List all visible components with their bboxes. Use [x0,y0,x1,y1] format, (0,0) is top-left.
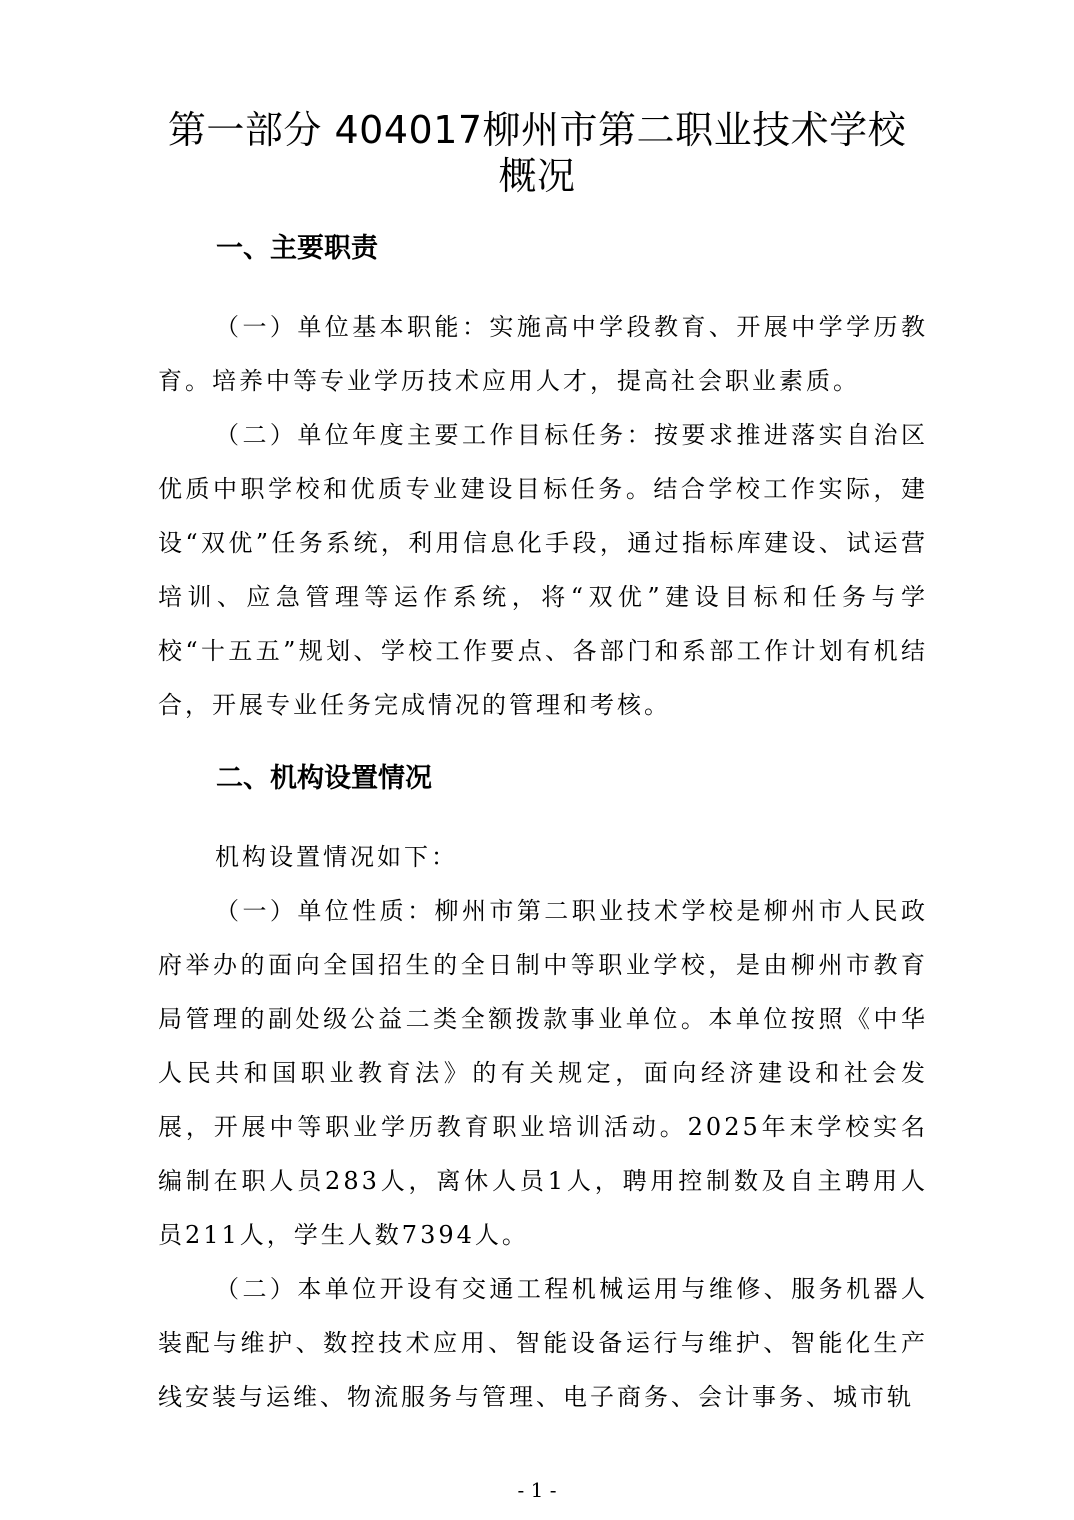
paragraph-majors: （二）本单位开设有交通工程机械运用与维修、服务机器人装配与维护、数控技术应用、智能设备运行与维护、智能化生产线安装与运维、物流服务与管理、电子商务、会计事务、城市轨 [158,1275,928,1411]
page-number: - 1 - [517,1478,557,1502]
document-title-line-1: 第一部分 404017柳州市第二职业技术学校 [167,108,907,152]
paragraph-annual-tasks: （二）单位年度主要工作目标任务：按要求推进落实自治区优质中职学校和优质专业建设目标任务。结合学校工作实际，建设“双优”任务系统，利用信息化手段，通过指标库建设、试运营培训、应急管理等运作系统，将“双优”建设目标和任务与学校“十五五”规划、学校工作要点、各部门和系部工作计划有机结合，开展专业任务完成情况的管理和考核。 [158,421,928,719]
paragraph-unit-nature: （一）单位性质：柳州市第二职业技术学校是柳州市人民政府举办的面向全国招生的全日制中等职业学校，是由柳州市教育局管理的副处级公益二类全额拨款事业单位。本单位按照《中华人民共和国职业教育法》的有关规定，面向经济建设和社会发展，开展中等职业学历教育职业培训活动。2025年末学校实名编制在职人员283人，离休人员1人，聘用控制数及自主聘用人员211人，学生人数7394人。 [158,897,928,1249]
document-title-line-2: 概况 [498,154,576,198]
paragraph-organization-intro: 机构设置情况如下： [215,843,458,871]
paragraph-basic-function: （一）单位基本职能：实施高中学段教育、开展中学学历教育。培养中等专业学历技术应用人才，提高社会职业素质。 [158,313,928,395]
section-heading-duties: 一、主要职责 [216,233,378,264]
section-heading-organization: 二、机构设置情况 [216,763,432,794]
